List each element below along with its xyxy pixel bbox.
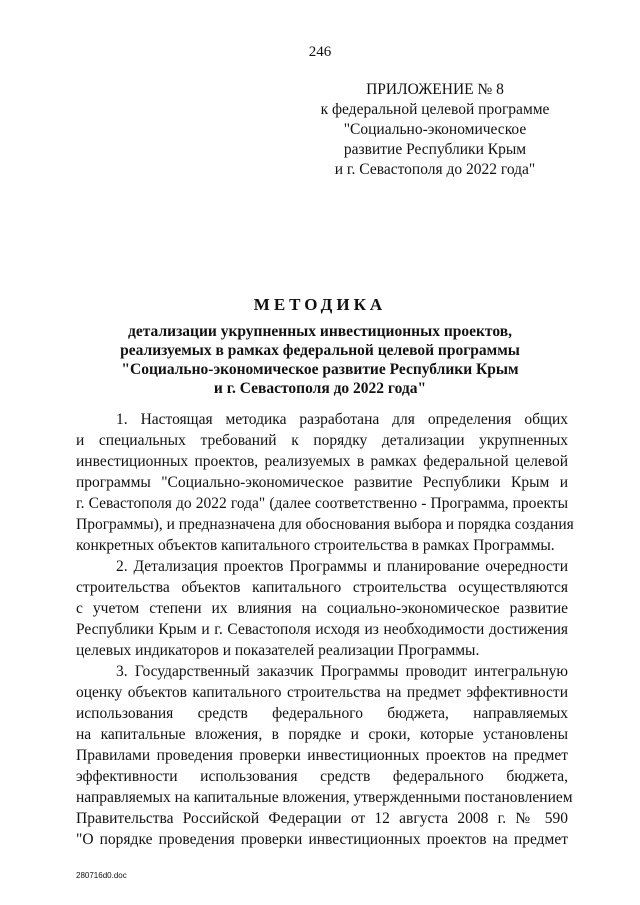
- file-code: 280716d0.doc: [76, 871, 127, 880]
- body-line: Правилами проведения проверки инвестиционных проектов на предмет: [76, 747, 568, 764]
- body-line: 3. Государственный заказчик Программы проводит интегральную: [116, 663, 568, 680]
- body-line: инвестиционных проектов, реализуемых в рамках федеральной целевой: [76, 453, 568, 470]
- body-line: 1. Настоящая методика разработана для определения общих: [116, 411, 568, 428]
- body-line: г. Севастополя до 2022 года" (далее соответственно - Программа, проекты: [76, 495, 568, 512]
- appendix-line: "Социально-экономическое: [343, 121, 527, 138]
- body-text: [76, 409, 574, 850]
- appendix-line: к федеральной целевой программе: [320, 101, 550, 118]
- body-line: 2. Детализация проектов Программы и планирование очередности: [116, 558, 568, 575]
- appendix-line: ПРИЛОЖЕНИЕ № 8: [366, 81, 504, 98]
- body-line: эффективности использования средств федерального бюджета,: [76, 768, 568, 785]
- subtitle-line: и г. Севастополя до 2022 года": [213, 380, 427, 397]
- body-line: Программы), и предназначена для обоснования выбора и порядка создания: [76, 516, 574, 533]
- body-line: с учетом степени их влияния на социально-экономическое развитие: [76, 600, 568, 617]
- body-line: направляемых на капитальные вложения, утвержденными постановлением: [76, 789, 573, 806]
- body-line: программы "Социально-экономическое развитие Республики Крым и: [76, 474, 568, 491]
- subtitle-line: реализуемых в рамках федеральной целевой программы: [120, 342, 520, 359]
- body-line: оценку объектов капитального строительства на предмет эффективности: [76, 684, 568, 701]
- body-line: использования средств федерального бюджета, направляемых: [76, 705, 568, 722]
- body-line: на капитальные вложения, в порядке и сроки, которые установлены: [76, 726, 568, 743]
- document-title: МЕТОДИКА: [253, 295, 387, 314]
- appendix-line: и г. Севастополя до 2022 года": [334, 161, 536, 178]
- page-number: 246: [308, 44, 332, 60]
- body-line: Республики Крым и г. Севастополя исходя из необходимости достижения: [76, 621, 568, 638]
- body-line: и специальных требований к порядку детализации укрупненных: [76, 432, 568, 449]
- body-line: Правительства Российской Федерации от 12 августа 2008 г. № 590: [76, 810, 568, 827]
- document-subtitle: [0, 322, 640, 398]
- body-line: "О порядке проведения проверки инвестиционных проектов на предмет: [76, 831, 568, 848]
- body-line: конкретных объектов капитального строительства в рамках Программы.: [76, 537, 555, 554]
- appendix-header: [290, 80, 580, 180]
- subtitle-line: "Социально-экономическое развитие Республики Крым: [121, 361, 519, 378]
- subtitle-line: детализации укрупненных инвестиционных проектов,: [128, 323, 512, 340]
- body-line: строительства объектов капитального строительства осуществляются: [76, 579, 568, 596]
- body-line: целевых индикаторов и показателей реализации Программы.: [76, 642, 480, 659]
- appendix-line: развитие Республики Крым: [343, 141, 527, 158]
